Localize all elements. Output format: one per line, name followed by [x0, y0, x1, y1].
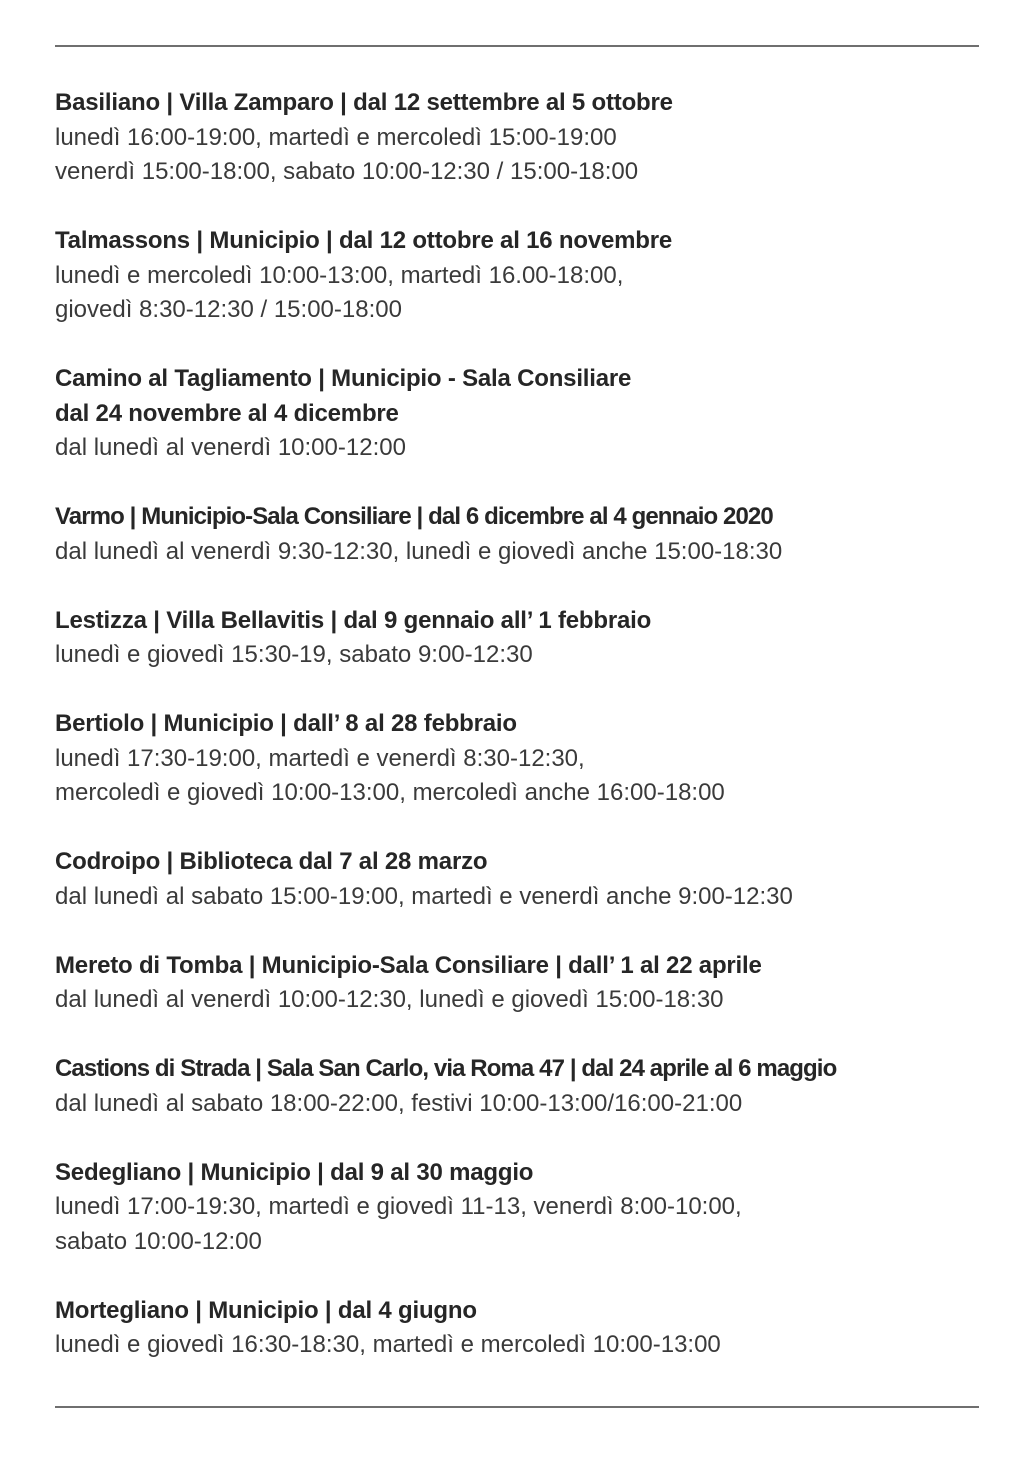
schedule-entry-camino [55, 362, 985, 466]
entry-hours: lunedì 16:00-19:00, martedì e mercoledì 15:00-19:00 [55, 123, 617, 151]
entry-hours: lunedì 17:30-19:00, martedì e venerdì 8:30-12:30, [55, 744, 585, 772]
entry-heading: Talmassons | Municipio | dal 12 ottobre al 16 novembre [55, 227, 673, 254]
entry-hours: dal lunedì al venerdì 10:00-12:00 [55, 434, 406, 461]
entry-heading: Bertiolo | Municipio | dall’ 8 al 28 febbraio [55, 710, 517, 737]
entry-hours: lunedì e giovedì 15:30-19, sabato 9:00-12:30 [55, 641, 533, 668]
entry-heading: Castions di Strada | Sala San Carlo, via Roma 47 | dal 24 aprile al 6 maggio [55, 1055, 837, 1082]
schedule-entry-bertiolo [55, 707, 985, 811]
entry-hours: dal lunedì al sabato 18:00-22:00, festivi 10:00-13:00/16:00-21:00 [55, 1089, 743, 1117]
entry-hours: dal lunedì al sabato 15:00-19:00, martedì e venerdì anche 9:00-12:30 [55, 882, 793, 910]
entry-heading: Mortegliano | Municipio | dal 4 giugno [55, 1296, 477, 1324]
entry-hours: lunedì e giovedì 16:30-18:30, martedì e mercoledì 10:00-13:00 [55, 1331, 721, 1358]
schedule-entry-lestizza [55, 604, 985, 673]
entry-heading: Camino al Tagliamento | Municipio - Sala Consiliare [55, 365, 632, 392]
entry-hours: venerdì 15:00-18:00, sabato 10:00-12:30 / 15:00-18:00 [55, 158, 639, 185]
entry-heading: Basiliano | Villa Zamparo | dal 12 settembre al 5 ottobre [55, 89, 673, 116]
entry-hours: sabato 10:00-12:00 [55, 1227, 262, 1255]
schedule-entry-sedegliano [55, 1156, 985, 1260]
schedule-list [55, 86, 985, 1397]
entry-hours: lunedì 17:00-19:30, martedì e giovedì 11-13, venerdì 8:00-10:00, [55, 1193, 742, 1220]
entry-heading: Lestizza | Villa Bellavitis | dal 9 gennaio all’ 1 febbraio [55, 606, 652, 634]
entry-hours: dal lunedì al venerdì 9:30-12:30, lunedì e giovedì anche 15:00-18:30 [55, 537, 783, 565]
entry-heading: Codroipo | Biblioteca dal 7 al 28 marzo [55, 848, 488, 875]
entry-heading: Mereto di Tomba | Municipio-Sala Consiliare | dall’ 1 al 22 aprile [55, 951, 762, 979]
entry-heading-dates: dal 24 novembre al 4 dicembre [55, 399, 399, 427]
entry-hours: mercoledì e giovedì 10:00-13:00, mercoledì anche 16:00-18:00 [55, 779, 725, 806]
top-divider [55, 45, 979, 47]
schedule-entry-basiliano [55, 86, 985, 190]
schedule-entry-varmo [55, 500, 985, 569]
entry-heading: Varmo | Municipio-Sala Consiliare | dal 6 dicembre al 4 gennaio 2020 [55, 503, 773, 530]
entry-hours: dal lunedì al venerdì 10:00-12:30, lunedì e giovedì 15:00-18:30 [55, 986, 724, 1013]
schedule-entry-talmassons [55, 224, 985, 328]
schedule-entry-mortegliano [55, 1294, 985, 1363]
schedule-entry-castions [55, 1052, 985, 1121]
entry-hours: lunedì e mercoledì 10:00-13:00, martedì 16.00-18:00, [55, 261, 624, 289]
entry-hours: giovedì 8:30-12:30 / 15:00-18:00 [55, 296, 402, 323]
schedule-entry-mereto [55, 949, 985, 1018]
entry-heading: Sedegliano | Municipio | dal 9 al 30 maggio [55, 1158, 534, 1186]
bottom-divider [55, 1406, 979, 1408]
schedule-entry-codroipo [55, 845, 985, 914]
